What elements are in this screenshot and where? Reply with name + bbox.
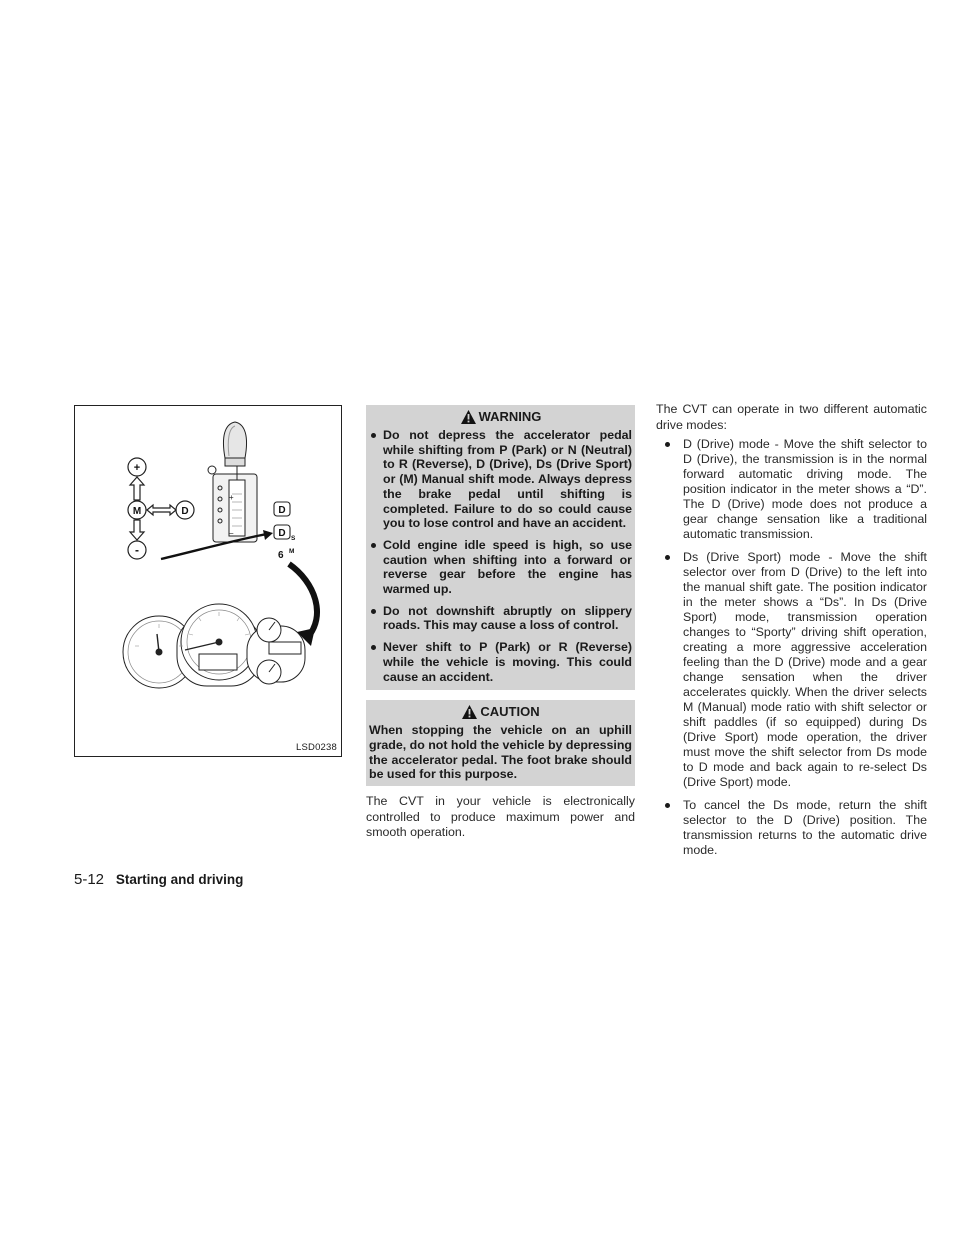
- minus-label: -: [135, 543, 139, 557]
- indicator-s-sub: S: [291, 535, 296, 542]
- caution-box: [366, 700, 635, 786]
- shift-diagram-figure: [74, 405, 342, 757]
- m-label: M: [132, 506, 142, 517]
- mode-item: D (Drive) mode - Move the shift selector to D (Drive), the transmission is in the normal forward automatic driving mode. The position indicator in the meter shows a “D”. The D (Drive) mode does not produce a gear change sensation like a traditional automatic transmission.: [656, 437, 927, 542]
- warning-item: Cold engine idle speed is high, so use caution when shifting into a forward or reverse gear before the engine has warmed up.: [369, 538, 632, 597]
- figure-code: LSD0238: [295, 742, 337, 753]
- modes-intro-paragraph: The CVT can operate in two different automatic drive modes:: [656, 402, 927, 432]
- page-footer: [74, 871, 243, 888]
- shift-diagram-illustration: [75, 406, 343, 758]
- modes-list: [656, 437, 927, 858]
- svg-text:+: +: [229, 493, 234, 502]
- d-label: D: [181, 506, 189, 517]
- caution-heading-text: CAUTION: [480, 704, 540, 720]
- warning-item: Do not downshift abruptly on slippery roads. This may cause a loss of control.: [369, 604, 632, 633]
- indicator-ds: D: [278, 528, 286, 539]
- warning-triangle-icon: [460, 409, 477, 425]
- indicator-m-sub: M: [289, 548, 295, 555]
- right-column: [656, 402, 927, 866]
- instrument-cluster: [123, 604, 305, 688]
- section-title: Starting and driving: [115, 872, 244, 887]
- mode-item: Ds (Drive Sport) mode - Move the shift selector over from D (Drive) to the left into the manual shift gate. The position indicator in the meter shows a “Ds”. In Ds (Drive Sport) mode, transmission operation changes to “Sporty” driving shift operation, creating a more aggressive acceleration feeling than the D (Drive) mode and a gear change sensation when the driver accelerates quickly. When the driver selects M (Manual) mode ratio with shift selector or shift paddles (if so equipped) during Ds (Drive Sport) mode operation, the driver must move the shift selector from Ds mode to D mode and back again to re-select Ds (Drive Sport) mode.: [656, 550, 927, 790]
- warning-heading: [369, 408, 632, 425]
- cvt-intro-paragraph: The CVT in your vehicle is electronically controlled to produce maximum power and smooth operation.: [366, 794, 635, 840]
- caution-text: When stopping the vehicle on an uphill grade, do not hold the vehicle by depressing the accelerator pedal. The foot brake should be used for this purpose.: [369, 723, 632, 782]
- shift-lever: [208, 422, 257, 542]
- indicator-d: D: [278, 505, 286, 516]
- svg-text:−: −: [229, 529, 234, 538]
- page-number: 5-12: [74, 871, 105, 888]
- caution-triangle-icon: [461, 704, 478, 720]
- warning-item: Do not depress the accelerator pedal while shifting from P (Park) or N (Neutral) to R (Reverse), D (Drive), Ds (Drive Sport) or (M) Manual shift mode. Always depress the brake pedal until shifting is completed. Failure to do so could cause you to lose control and have an accident.: [369, 428, 632, 531]
- warning-list: [369, 428, 632, 684]
- plus-label: +: [133, 462, 141, 474]
- mode-item: To cancel the Ds mode, return the shift selector to the D (Drive) position. The transmission returns to the automatic drive mode.: [656, 798, 927, 858]
- warning-heading-text: WARNING: [478, 409, 542, 424]
- indicator-six: 6: [278, 550, 284, 561]
- middle-column: [366, 405, 635, 841]
- warning-box: [366, 405, 635, 690]
- caution-heading: [369, 703, 632, 720]
- warning-item: Never shift to P (Park) or R (Reverse) while the vehicle is moving. This could cause an accident.: [369, 640, 632, 684]
